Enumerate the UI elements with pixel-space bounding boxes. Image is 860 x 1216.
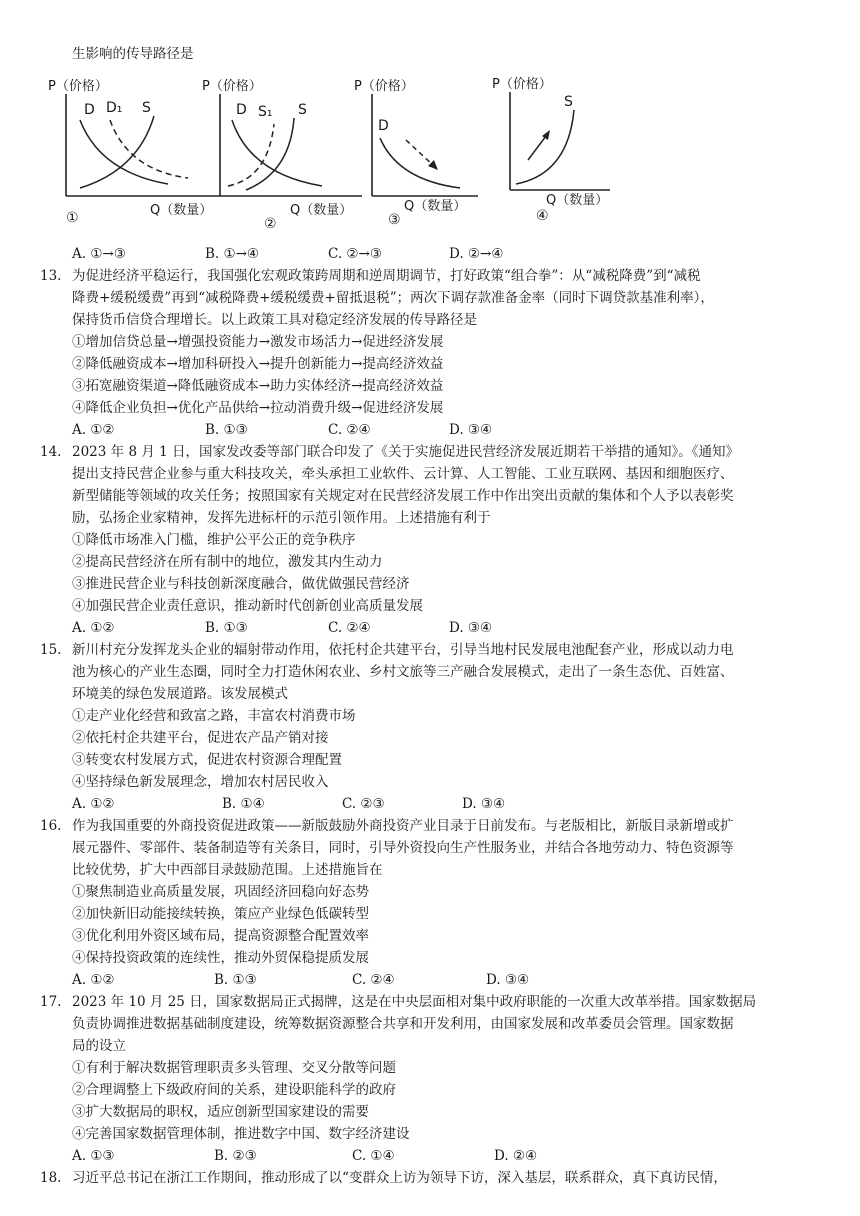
graph-3-curve-d: D — [378, 118, 389, 134]
graph-3-number: ③ — [388, 212, 401, 228]
graph-4-p-label: P（价格） — [492, 77, 552, 92]
q16-option-b: B. ①③ — [214, 972, 257, 988]
q13-item-1: ①增加信贷总量→增强投资能力→激发市场活力→促进经济发展 — [72, 334, 444, 350]
q17-item-4: ④完善国家数据管理体制，推进数字中国、数字经济建设 — [72, 1126, 410, 1142]
q13-item-3: ③拓宽融资渠道→降低融资成本→助力实体经济→提高经济效益 — [72, 378, 444, 394]
q16-line-3: 比较优势，扩大中西部目录鼓励范围。上述措施旨在 — [72, 862, 383, 878]
graph-1-curve-s: S — [142, 100, 151, 116]
q17-line-1: 2023 年 10 月 25 日，国家数据局正式揭牌，这是在中央层面相对集中政府职能的一次重大改革举措。国家数据局 — [72, 994, 757, 1010]
q13-number: 13. — [40, 268, 62, 284]
q14-item-1: ①降低市场准入门槛，维护公平公正的竞争秩序 — [72, 532, 356, 548]
q17-option-b: B. ②③ — [214, 1148, 257, 1164]
q17-line-2: 负责协调推进数据基础制度建设，统筹数据资源整合共享和开发利用，由国家发展和改革委员会管理。国家数据 — [72, 1016, 734, 1032]
graph-1-demand-curve — [80, 120, 168, 184]
q14-number: 14. — [40, 444, 62, 460]
q14-item-2: ②提高民营经济在所有制中的地位，激发其内生动力 — [72, 554, 383, 570]
q15-line-2: 池为核心的产业生态圈，同时全力打造休闲农业、乡村文旅等三产融合发展模式，走出了一条生态优、百姓富、 — [72, 664, 734, 680]
graph-1-number: ① — [66, 210, 79, 226]
q16-number: 16. — [40, 818, 62, 834]
q16-item-1: ①聚焦制造业高质量发展，巩固经济回稳向好态势 — [72, 884, 369, 900]
graph-3-arrow-line — [406, 140, 434, 166]
q13-item-4: ④降低企业负担→优化产品供给→拉动消费升级→促进经济发展 — [72, 400, 444, 416]
graph-2-number: ② — [264, 216, 277, 232]
graph-3-p-label: P（价格） — [354, 79, 414, 94]
graph-3-demand-curve — [380, 138, 460, 188]
graph-3-q-label: Q（数量） — [404, 199, 467, 214]
q16-line-2: 展元器件、零部件、装备制造等有关条目，同时，引导外资投向生产性服务业，并结合各地劳动力、特色资源等 — [72, 840, 734, 856]
q14-line-2: 提出支持民营企业参与重大科技攻关，牵头承担工业软件、云计算、人工智能、工业互联网、基因和细胞医疗、 — [72, 466, 734, 482]
graph-4-supply-curve — [516, 110, 574, 184]
graph-4-number: ④ — [536, 208, 549, 224]
q15-item-1: ①走产业化经营和致富之路，丰富农村消费市场 — [72, 708, 356, 724]
graph-1-q-label: Q（数量） — [150, 203, 213, 218]
q17-option-c: C. ①④ — [352, 1148, 395, 1164]
q12-option-b: B. ①→④ — [205, 246, 260, 262]
q14-item-3: ③推进民营企业与科技创新深度融合，做优做强民营经济 — [72, 576, 410, 592]
q15-number: 15. — [40, 642, 62, 658]
q14-line-4: 励，弘扬企业家精神，发挥先进标杆的示范引领作用。上述措施有利于 — [72, 510, 491, 526]
q17-option-a: A. ①③ — [72, 1148, 115, 1164]
q15-option-b: B. ①④ — [222, 796, 265, 812]
q14-line-1: 2023 年 8 月 1 日，国家发改委等部门联合印发了《关于实施促进民营经济发展近期若干举措的通知》。《通知》 — [72, 444, 739, 460]
graph-2-curve-s: S — [298, 102, 307, 118]
q16-item-4: ④保持投资政策的连续性，推动外贸保稳提质发展 — [72, 950, 369, 966]
q18-line-1: 习近平总书记在浙江工作期间，推动形成了以“变群众上访为领导下访，深入基层，联系群众，真下真访民情， — [72, 1170, 727, 1186]
q16-option-d: D. ③④ — [486, 972, 530, 988]
q15-line-1: 新川村充分发挥龙头企业的辐射带动作用，依托村企共建平台，引导当地村民发展电池配套产业，形成以动力电 — [72, 642, 734, 658]
graph-2-curve-s1: S₁ — [258, 104, 273, 120]
intro-line: 生影响的传导路径是 — [72, 46, 194, 62]
q17-item-3: ③扩大数据局的职权，适应创新型国家建设的需要 — [72, 1104, 369, 1120]
q13-option-a: A. ①② — [72, 422, 115, 438]
q15-item-4: ④坚持绿色新发展理念，增加农村居民收入 — [72, 774, 329, 790]
q14-option-b: B. ①③ — [205, 620, 248, 636]
q15-item-3: ③转变农村发展方式，促进农村资源合理配置 — [72, 752, 342, 768]
q16-item-3: ③优化利用外资区域布局，提高资源整合配置效率 — [72, 928, 369, 944]
q12-option-d: D. ②→④ — [449, 246, 504, 262]
q13-option-b: B. ①③ — [205, 422, 248, 438]
q15-option-d: D. ③④ — [462, 796, 506, 812]
q12-option-c: C. ②→③ — [328, 246, 382, 262]
graph-4 — [490, 74, 630, 238]
q13-option-c: C. ②④ — [328, 422, 371, 438]
q15-item-2: ②依托村企共建平台，促进农产品产销对接 — [72, 730, 329, 746]
graph-2-q-label: Q（数量） — [290, 203, 353, 218]
q15-line-3: 环境美的绿色发展道路。该发展模式 — [72, 686, 288, 702]
q13-line-3: 保持货币信贷合理增长。以上政策工具对稳定经济发展的传导路径是 — [72, 312, 477, 328]
graph-1-p-label: P（价格） — [48, 79, 108, 94]
q17-item-2: ②合理调整上下级政府间的关系，建设职能科学的政府 — [72, 1082, 396, 1098]
q13-line-2: 降费+缓税缓费”再到“减税降费+缓税缓费+留抵退税”；两次下调存款准备金率（同时下调贷款基准利率）， — [72, 290, 714, 306]
q14-option-d: D. ③④ — [449, 620, 493, 636]
q14-item-4: ④加强民营企业责任意识，推动新时代创新创业高质量发展 — [72, 598, 423, 614]
q17-item-1: ①有利于解决数据管理职责多头管理、交叉分散等问题 — [72, 1060, 396, 1076]
graph-4-q-label: Q（数量） — [546, 193, 609, 208]
q14-line-3: 新型储能等领域的攻关任务；按照国家有关规定对在民营经济发展工作中作出突出贡献的集体和个人予以表彰奖 — [72, 488, 734, 504]
q13-item-2: ②降低融资成本→增加科研投入→提升创新能力→提高经济效益 — [72, 356, 444, 372]
q14-option-a: A. ①② — [72, 620, 115, 636]
q17-line-3: 局的设立 — [72, 1038, 126, 1054]
q16-item-2: ②加快新旧动能接续转换，策应产业绿色低碳转型 — [72, 906, 369, 922]
q13-line-1: 为促进经济平稳运行，我国强化宏观政策跨周期和逆周期调节，打好政策“组合拳”：从“减税降费”到“减税 — [72, 268, 701, 284]
graph-4-curve-s: S — [564, 94, 573, 110]
graph-1-curve-d: D — [84, 102, 95, 118]
q18-number: 18. — [40, 1170, 62, 1186]
q17-option-d: D. ②④ — [494, 1148, 538, 1164]
q16-line-1: 作为我国重要的外商投资促进政策——新版鼓励外商投资产业目录于日前发布。与老版相比，新版目录新增或扩 — [72, 818, 734, 834]
q16-option-a: A. ①② — [72, 972, 115, 988]
q15-option-c: C. ②③ — [342, 796, 385, 812]
q15-option-a: A. ①② — [72, 796, 115, 812]
graph-2-demand-curve — [232, 120, 322, 186]
graph-1-curve-d1: D₁ — [106, 100, 123, 116]
q17-number: 17. — [40, 994, 62, 1010]
q16-option-c: C. ②④ — [352, 972, 395, 988]
q13-option-d: D. ③④ — [449, 422, 493, 438]
q14-option-c: C. ②④ — [328, 620, 371, 636]
graph-4-arrow-line — [528, 136, 546, 160]
q12-option-a: A. ①→③ — [72, 246, 126, 262]
graph-2-p-label: P（价格） — [202, 79, 262, 94]
graph-2-curve-d: D — [236, 102, 247, 118]
